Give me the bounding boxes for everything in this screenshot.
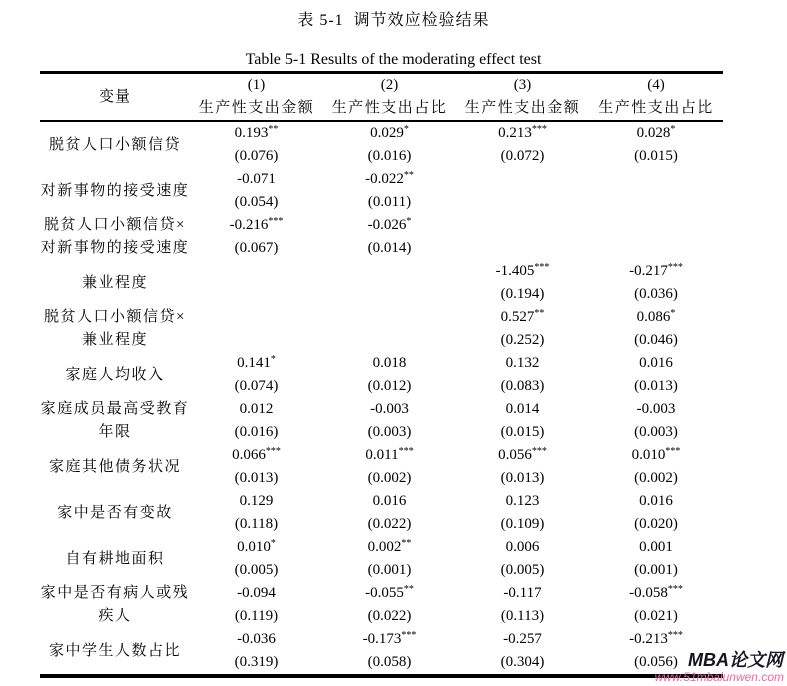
stderr-cell: (0.014) <box>367 240 412 256</box>
stderr-cell: (0.319) <box>234 654 279 670</box>
table-title-english: Table 5-1 Results of the moderating effect test <box>245 51 542 68</box>
coefficient-cell <box>589 214 723 237</box>
stderr-cell: (0.072) <box>500 148 545 164</box>
coefficient-row <box>40 121 723 145</box>
variable-label-line: 年限 <box>98 424 132 440</box>
stderr-cell: (0.058) <box>367 654 412 670</box>
stderr-cell: (0.013) <box>634 378 678 394</box>
stderr-cell: (0.013) <box>234 470 279 486</box>
stderr-cell: (0.022) <box>367 608 412 624</box>
coefficient-cell <box>190 398 323 421</box>
coefficient-cell <box>190 628 323 651</box>
coefficient-row <box>40 398 723 421</box>
coefficient-value: 0.213 <box>498 125 532 141</box>
coefficient-value: 0.010 <box>237 539 271 555</box>
stderr-cell <box>589 237 723 260</box>
coefficient-value: 0.123 <box>505 493 540 509</box>
significance-stars: *** <box>531 124 547 135</box>
coefficient-cell <box>190 168 323 191</box>
coefficient-value: 0.010 <box>631 447 666 463</box>
coefficient-cell <box>190 352 323 375</box>
variable-label-line: 脱贫人口小额信贷× <box>44 309 186 325</box>
coefficient-value: 0.527 <box>500 309 535 325</box>
coefficient-cell <box>323 214 456 237</box>
coefficient-value: -0.117 <box>503 585 542 601</box>
stderr-cell: (0.015) <box>634 148 678 164</box>
variable-label <box>40 214 190 260</box>
coefficient-value: 0.018 <box>372 355 407 371</box>
coefficient-cell <box>456 490 589 513</box>
coefficient-value: -0.216 <box>229 217 269 233</box>
coefficient-cell <box>589 628 723 651</box>
coefficient-value: 0.056 <box>498 447 532 463</box>
stderr-cell: (0.001) <box>367 562 412 578</box>
stderr-cell: (0.011) <box>367 194 412 210</box>
stderr-cell: (0.002) <box>367 470 412 486</box>
coefficient-value: -0.026 <box>367 217 407 233</box>
stderr-cell: (0.194) <box>500 286 545 302</box>
variable-label-line: 家中是否有变故 <box>57 504 173 521</box>
coefficient-value: -0.257 <box>503 631 542 647</box>
table-body <box>40 121 723 676</box>
coefficient-cell <box>456 168 589 191</box>
coefficient-value: -0.213 <box>629 631 668 647</box>
variable-label <box>40 398 190 444</box>
coefficient-cell <box>589 306 723 329</box>
variable-label-line: 家庭其他债务状况 <box>48 458 181 475</box>
significance-stars: ** <box>403 170 414 181</box>
coefficient-cell <box>456 260 589 283</box>
variable-label-line: 家中是否有病人或残 <box>40 585 190 601</box>
coefficient-cell <box>589 398 723 421</box>
column-4-label: 生产性支出占比 <box>598 100 714 116</box>
coefficient-cell <box>323 260 456 283</box>
stderr-cell: (0.003) <box>634 424 678 440</box>
coefficient-cell <box>323 121 456 145</box>
significance-stars: ** <box>268 124 279 135</box>
coefficient-value: 0.002 <box>367 539 402 555</box>
stderr-cell: (0.074) <box>234 378 279 394</box>
coefficient-cell <box>589 352 723 375</box>
significance-stars: *** <box>531 446 547 457</box>
coefficient-row <box>40 536 723 559</box>
column-1-number: (1) <box>247 77 266 93</box>
significance-stars: *** <box>534 262 550 273</box>
column-2-label: 生产性支出占比 <box>331 100 448 116</box>
coefficient-cell <box>589 490 723 513</box>
table-header <box>40 73 723 122</box>
coefficient-value: 0.016 <box>639 493 673 509</box>
column-2-number: (2) <box>380 77 399 93</box>
coefficient-cell <box>456 582 589 605</box>
coefficient-cell <box>190 214 323 237</box>
coefficient-cell <box>323 444 456 467</box>
coefficient-cell <box>456 214 589 237</box>
significance-stars: * <box>270 538 276 549</box>
coefficient-value: 0.016 <box>372 493 407 509</box>
significance-stars: *** <box>665 446 681 457</box>
stderr-cell: (0.015) <box>500 424 545 440</box>
coefficient-value: 0.086 <box>636 309 671 325</box>
variable-label-line: 对新事物的接受速度 <box>40 240 190 256</box>
coefficient-cell <box>589 121 723 145</box>
coefficient-cell <box>589 444 723 467</box>
stderr-cell: (0.083) <box>500 378 545 394</box>
coefficient-value: 0.129 <box>239 493 274 509</box>
stderr-cell: (0.022) <box>367 516 412 532</box>
stderr-cell: (0.113) <box>500 608 545 624</box>
significance-stars: * <box>670 124 676 135</box>
coefficient-cell <box>456 536 589 559</box>
coefficient-value: -0.094 <box>237 585 276 601</box>
variable-label <box>40 582 190 628</box>
stderr-cell: (0.252) <box>500 332 545 348</box>
coefficient-cell <box>323 490 456 513</box>
coefficient-cell <box>323 628 456 651</box>
coefficient-cell <box>323 306 456 329</box>
stderr-cell <box>589 191 723 214</box>
coefficient-value: -0.173 <box>362 631 402 647</box>
stderr-cell: (0.001) <box>634 562 678 578</box>
stderr-cell: (0.036) <box>634 286 678 302</box>
stderr-cell: (0.054) <box>234 194 279 210</box>
coefficient-cell <box>190 582 323 605</box>
coefficient-row <box>40 168 723 191</box>
coefficient-value: 0.001 <box>639 539 673 555</box>
stderr-cell <box>456 237 589 260</box>
coefficient-cell <box>456 352 589 375</box>
variable-label-line: 兼业程度 <box>81 274 148 291</box>
stderr-cell: (0.076) <box>234 148 279 164</box>
coefficient-cell <box>589 260 723 283</box>
coefficient-cell <box>456 121 589 145</box>
variable-column-header: 变量 <box>98 88 131 105</box>
coefficient-value: 0.014 <box>505 401 540 417</box>
coefficient-cell <box>456 444 589 467</box>
watermark-url: www.51mbalunwen.com <box>654 670 784 684</box>
coefficient-cell <box>190 444 323 467</box>
significance-stars: * <box>403 124 409 135</box>
coefficient-value: 0.141 <box>237 355 271 371</box>
coefficient-value: 0.132 <box>505 355 540 371</box>
stderr-cell: (0.021) <box>634 608 678 624</box>
coefficient-cell <box>323 398 456 421</box>
stderr-cell: (0.020) <box>634 516 678 532</box>
significance-stars: *** <box>667 584 683 595</box>
significance-stars: *** <box>268 216 284 227</box>
stderr-cell <box>323 329 456 352</box>
variable-label <box>40 352 190 398</box>
coefficient-value: 0.012 <box>239 401 274 417</box>
coefficient-row <box>40 260 723 283</box>
stderr-cell: (0.016) <box>367 148 412 164</box>
stderr-cell: (0.046) <box>634 332 678 348</box>
variable-label <box>40 168 190 214</box>
stderr-cell: (0.304) <box>500 654 545 670</box>
coefficient-row <box>40 444 723 467</box>
significance-stars: *** <box>265 446 281 457</box>
stderr-cell <box>456 191 589 214</box>
coefficient-value: 0.193 <box>234 125 269 141</box>
coefficient-value: 0.066 <box>232 447 266 463</box>
stderr-cell: (0.002) <box>634 470 678 486</box>
coefficient-cell <box>323 582 456 605</box>
coefficient-value: 0.028 <box>636 125 671 141</box>
stderr-cell: (0.003) <box>367 424 412 440</box>
coefficient-cell <box>323 168 456 191</box>
coefficient-cell <box>190 121 323 145</box>
coefficient-row <box>40 628 723 651</box>
variable-label <box>40 306 190 352</box>
significance-stars: ** <box>401 538 412 549</box>
variable-label <box>40 536 190 582</box>
coefficient-value: -0.217 <box>629 263 668 279</box>
header-row-numbers <box>40 73 723 98</box>
coefficient-cell <box>190 260 323 283</box>
variable-label <box>40 121 190 168</box>
significance-stars: *** <box>401 630 417 641</box>
table-title-chinese: 表 5-1 调节效应检验结果 <box>297 12 490 29</box>
coefficient-value: 0.016 <box>639 355 673 371</box>
significance-stars: *** <box>667 630 683 641</box>
coefficient-cell <box>589 536 723 559</box>
coefficient-cell <box>456 306 589 329</box>
coefficient-cell <box>589 582 723 605</box>
variable-label-line: 脱贫人口小额信贷 <box>48 136 181 153</box>
coefficient-value: 0.029 <box>370 125 404 141</box>
coefficient-cell <box>190 490 323 513</box>
variable-label-line: 脱贫人口小额信贷× <box>44 217 186 233</box>
variable-label-line: 家中学生人数占比 <box>48 642 181 659</box>
coefficient-row <box>40 306 723 329</box>
stderr-cell: (0.119) <box>234 608 279 624</box>
variable-label <box>40 260 190 306</box>
variable-label-line: 疾人 <box>98 608 132 624</box>
column-1-label: 生产性支出金额 <box>198 100 315 116</box>
significance-stars: * <box>406 216 412 227</box>
coefficient-value: -0.055 <box>365 585 404 601</box>
coefficient-value: -0.058 <box>629 585 668 601</box>
coefficient-value: -0.036 <box>237 631 276 647</box>
stderr-cell: (0.016) <box>234 424 279 440</box>
coefficient-row <box>40 214 723 237</box>
coefficient-row <box>40 582 723 605</box>
significance-stars: * <box>270 354 276 365</box>
significance-stars: *** <box>667 262 683 273</box>
coefficient-value: -0.022 <box>365 171 404 187</box>
coefficient-value: -0.071 <box>237 171 276 187</box>
coefficient-cell <box>190 536 323 559</box>
results-table <box>40 71 723 678</box>
stderr-cell <box>323 283 456 306</box>
stderr-cell: (0.005) <box>500 562 545 578</box>
significance-stars: ** <box>403 584 414 595</box>
stderr-cell: (0.109) <box>500 516 545 532</box>
stderr-cell <box>190 329 323 352</box>
variable-label-line: 自有耕地面积 <box>65 550 165 567</box>
column-4-number: (4) <box>647 77 665 93</box>
stderr-cell: (0.012) <box>367 378 412 394</box>
significance-stars: ** <box>534 308 545 319</box>
significance-stars: * <box>670 308 676 319</box>
variable-label-line: 家庭人均收入 <box>65 366 165 383</box>
variable-label <box>40 628 190 676</box>
coefficient-value: 0.011 <box>365 447 399 463</box>
coefficient-cell <box>456 628 589 651</box>
coefficient-cell <box>323 536 456 559</box>
coefficient-row <box>40 490 723 513</box>
coefficient-row <box>40 352 723 375</box>
stderr-cell: (0.013) <box>500 470 545 486</box>
stderr-cell: (0.067) <box>234 240 279 256</box>
column-3-label: 生产性支出金额 <box>464 100 581 116</box>
coefficient-cell <box>190 306 323 329</box>
coefficient-cell <box>323 352 456 375</box>
coefficient-value: -1.405 <box>495 263 535 279</box>
variable-label-line: 兼业程度 <box>81 332 148 348</box>
watermark-brand: MBA论文网 <box>688 650 783 670</box>
coefficient-cell <box>589 168 723 191</box>
variable-label <box>40 490 190 536</box>
variable-label-line: 家庭成员最高受教育 <box>40 401 190 417</box>
variable-label <box>40 444 190 490</box>
variable-label-line: 对新事物的接受速度 <box>40 182 190 199</box>
stderr-cell: (0.005) <box>234 562 279 578</box>
coefficient-value: 0.006 <box>505 539 540 555</box>
coefficient-cell <box>456 398 589 421</box>
significance-stars: *** <box>398 446 414 457</box>
stderr-cell: (0.118) <box>234 516 279 532</box>
coefficient-value: -0.003 <box>370 401 409 417</box>
stderr-cell <box>190 283 323 306</box>
coefficient-value: -0.003 <box>636 401 676 417</box>
column-3-number: (3) <box>513 77 532 93</box>
stderr-cell: (0.056) <box>634 654 678 670</box>
